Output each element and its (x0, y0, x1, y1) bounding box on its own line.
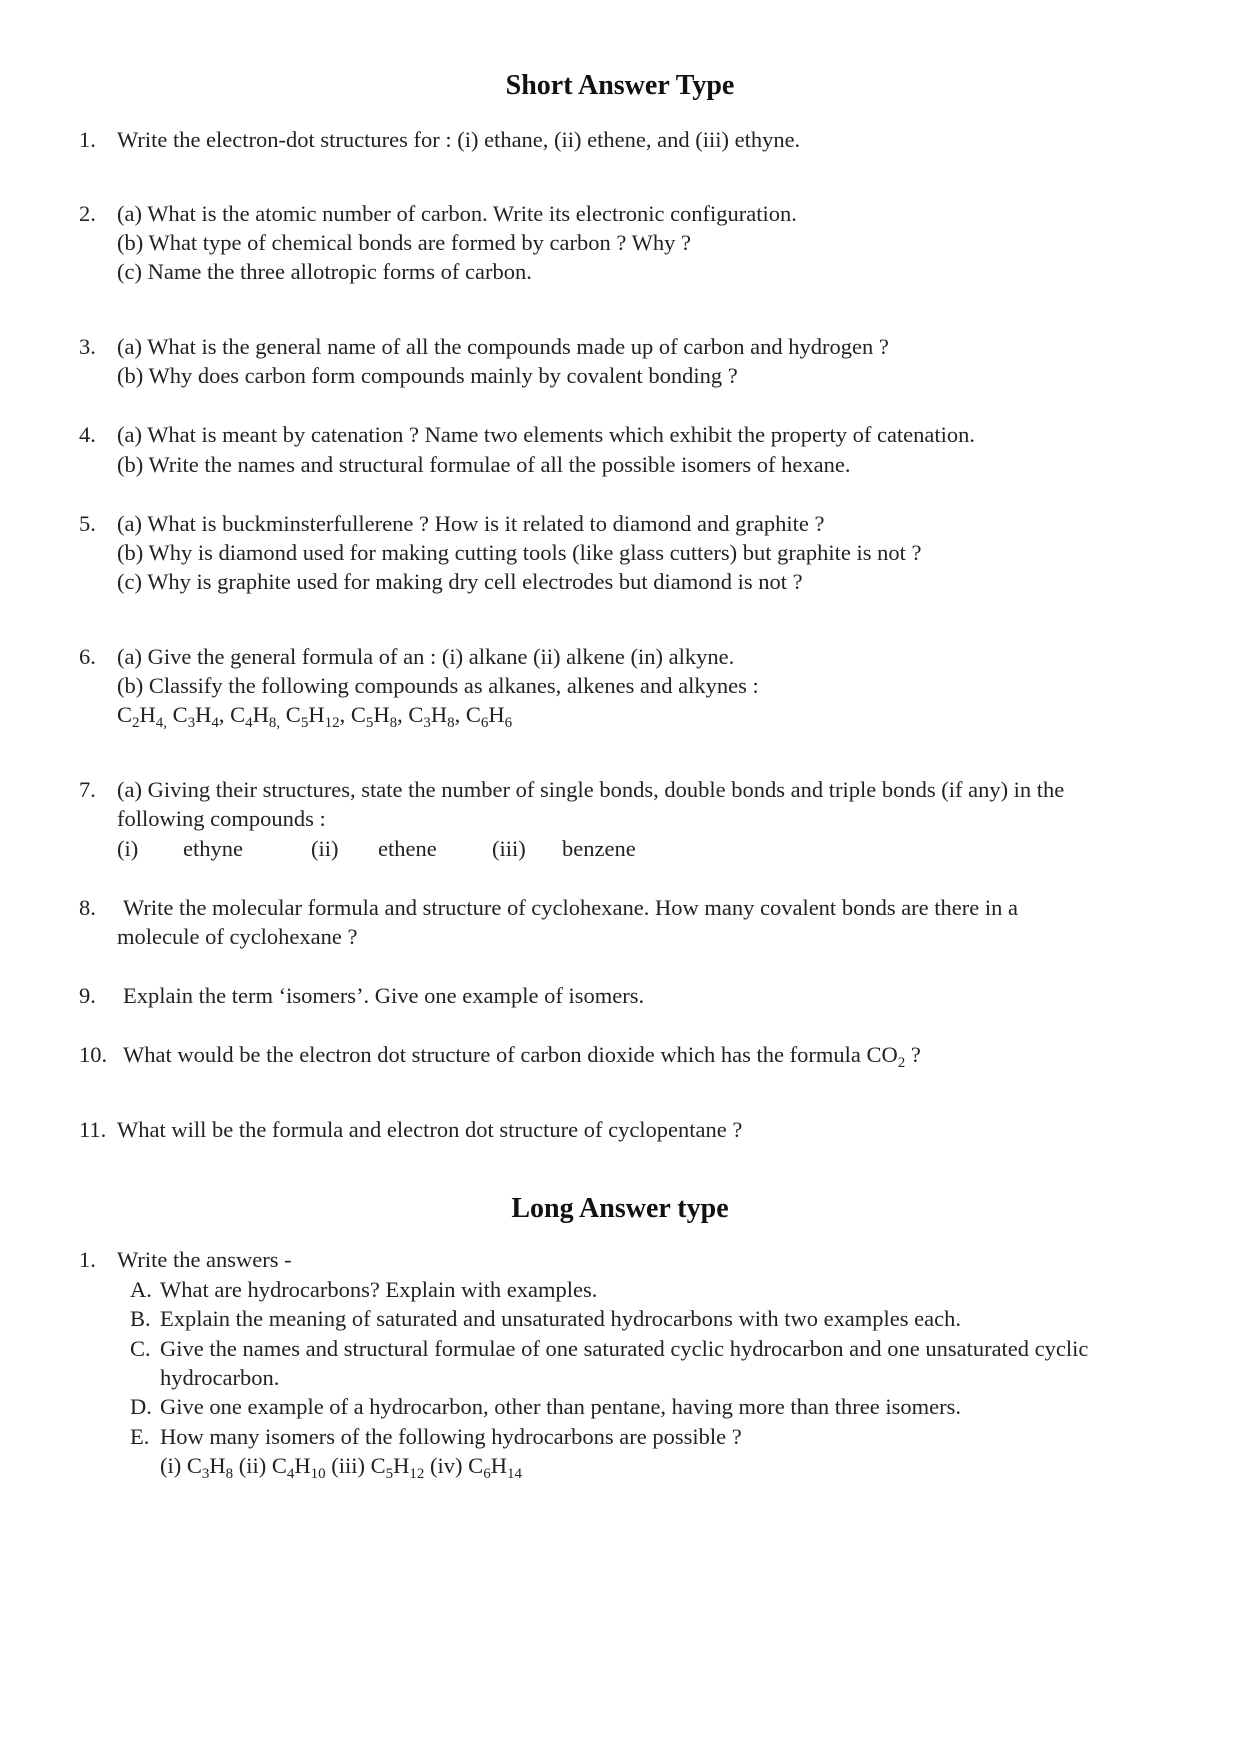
question-part-a: (a) What is the atomic number of carbon. Write its electronic configuration. (117, 201, 797, 226)
item-letter: D. (130, 1394, 152, 1419)
long-answer-heading: Long Answer type (511, 1193, 729, 1224)
question-text: Write the electron-dot structures for : (i) ethane, (ii) ethene, and (iii) ethyne. (117, 127, 801, 152)
item-letter: C. (130, 1336, 151, 1361)
option-label: (iii) (492, 836, 526, 861)
question-continuation: following compounds : (117, 806, 326, 831)
question-part-c: (c) Why is graphite used for making dry cell electrodes but diamond is not ? (117, 569, 803, 594)
question-number: 8. (79, 895, 96, 920)
question-number: 9. (79, 983, 96, 1008)
question-number: 6. (79, 644, 96, 669)
question-part-b: (b) Why is diamond used for making cutting tools (like glass cutters) but graphite is not ? (117, 540, 922, 565)
question-number: 11. (79, 1117, 107, 1142)
formula-c5h8: $C_5H_8$, (350, 702, 403, 731)
formula-c6h6: $C_6H_6$ (465, 702, 513, 731)
item-letter: E. (130, 1424, 150, 1449)
question-number: 2. (79, 201, 96, 226)
formula-c3h4: $C_3H_4$, (172, 702, 225, 731)
option-label: (i) (117, 836, 139, 861)
question-part-b: (b) Why does carbon form compounds mainly by covalent bonding ? (117, 363, 738, 388)
question-text: Explain the term ‘isomers’. Give one example of isomers. (123, 983, 645, 1008)
compound-formula-list (117, 701, 512, 729)
question-part-b: (b) What type of chemical bonds are formed by carbon ? Why ? (117, 230, 691, 255)
formula-c3h8: $C_3H_8$ (186, 1453, 234, 1482)
item-text: Explain the meaning of saturated and unsaturated hydrocarbons with two examples each. (160, 1306, 961, 1331)
hydrocarbon-formula-list: (i) $C_3H_8$ (ii) $C_4H_{10}$ (iii) $C_5H_{12}$ (iv) $C_6H_{14}$ (160, 1453, 522, 1482)
question-part-a: (a) Give the general formula of an : (i) alkane (ii) alkene (in) alkyne. (117, 644, 735, 669)
question-number: 5. (79, 511, 96, 536)
option-text: ethyne (183, 836, 243, 861)
question-part-a: (a) What is the general name of all the compounds made up of carbon and hydrogen ? (117, 334, 889, 359)
question-number: 3. (79, 334, 96, 359)
formula-c4h10: $C_4H_{10}$ (271, 1453, 326, 1482)
question-number: 10. (79, 1042, 108, 1067)
question-part-c: (c) Name the three allotropic forms of carbon. (117, 259, 532, 284)
question-continuation: molecule of cyclohexane ? (117, 924, 358, 949)
item-letter: A. (130, 1277, 152, 1302)
item-continuation: hydrocarbon. (160, 1365, 280, 1390)
formula-c5h12: $C_5H_{12}$, (285, 702, 346, 731)
item-text: Give one example of a hydrocarbon, other than pentane, having more than three isomers. (160, 1394, 961, 1419)
item-letter: B. (130, 1306, 151, 1331)
option-text: ethene (378, 836, 437, 861)
question-text: What will be the formula and electron dot structure of cyclopentane ? (117, 1117, 743, 1142)
formula-c2h4: $C_2H_{4,}$ (117, 702, 168, 731)
question-number: 1. (79, 1247, 96, 1272)
item-text: How many isomers of the following hydrocarbons are possible ? (160, 1424, 742, 1449)
formula-c3h8: $C_3H_8$, (408, 702, 461, 731)
question-part-a: (a) What is buckminsterfullerene ? How is it related to diamond and graphite ? (117, 511, 825, 536)
item-text: Give the names and structural formulae of one saturated cyclic hydrocarbon and one unsaturated cyclic (160, 1336, 1089, 1361)
question-part-b: (b) Classify the following compounds as alkanes, alkenes and alkynes : (117, 673, 759, 698)
short-answer-heading: Short Answer Type (505, 70, 735, 101)
item-text: What are hydrocarbons? Explain with examples. (160, 1277, 598, 1302)
question-text: Write the answers - (117, 1247, 292, 1272)
formula-c6h14: $C_6H_{14}$ (468, 1453, 522, 1482)
question-number: 4. (79, 422, 96, 447)
question-text: Write the molecular formula and structure of cyclohexane. How many covalent bonds are there in a (123, 895, 1018, 920)
formula-c5h12: $C_5H_{12}$ (370, 1453, 425, 1482)
option-label: (ii) (311, 836, 339, 861)
formula-c4h8: $C_4H_{8,}$ (230, 702, 281, 731)
question-part-a: (a) What is meant by catenation ? Name two elements which exhibit the property of catenation. (117, 422, 976, 447)
question-part-a: (a) Giving their structures, state the number of single bonds, double bonds and triple bonds (if any) in the (117, 777, 1065, 802)
option-text: benzene (562, 836, 636, 861)
question-number: 7. (79, 777, 96, 802)
question-part-b: (b) Write the names and structural formulae of all the possible isomers of hexane. (117, 452, 851, 477)
question-text: What would be the electron dot structure of carbon dioxide which has the formula $CO_2$ ? (123, 1042, 921, 1071)
question-number: 1. (79, 127, 96, 152)
